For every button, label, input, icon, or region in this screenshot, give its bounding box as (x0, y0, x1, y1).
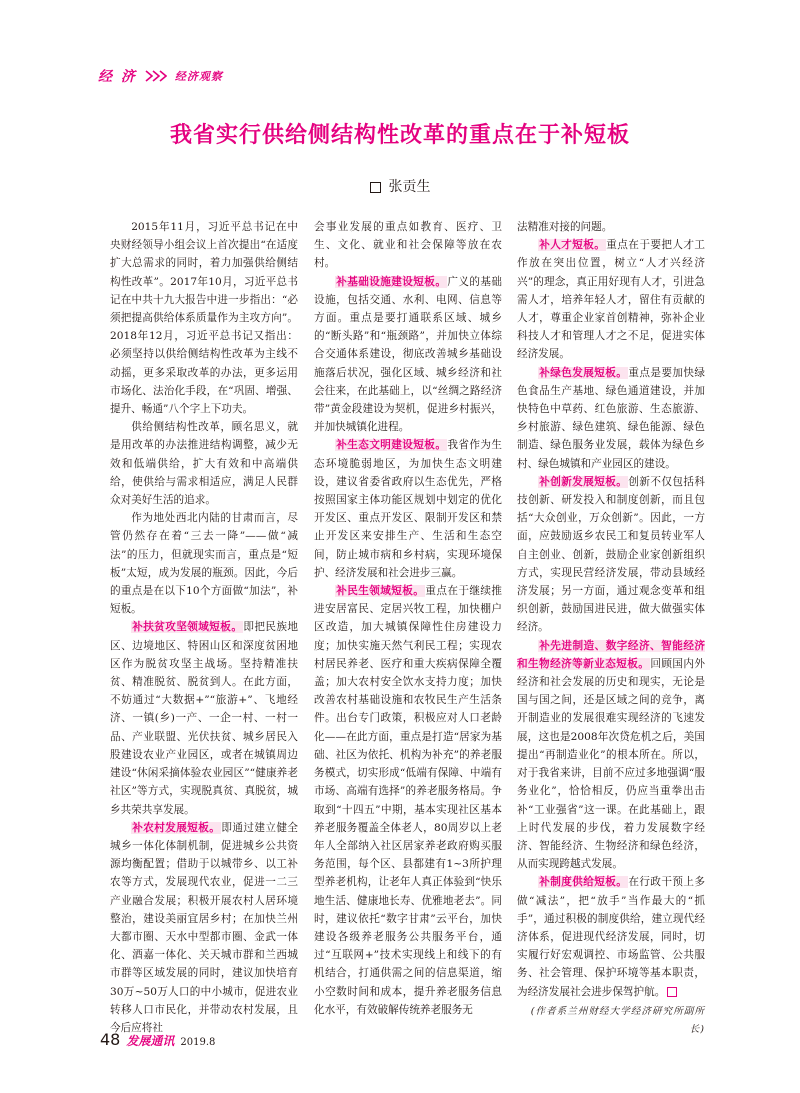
text-column-2 (314, 218, 502, 1019)
page-header (98, 66, 223, 86)
section-keyword: 补扶贫攻坚领域短板。 (132, 621, 243, 634)
paragraph (517, 236, 705, 363)
section-keyword: 补先进制造、数字经济、智能经济和生物经济等新业态短板。 (517, 639, 705, 670)
author-box-icon (370, 182, 381, 193)
section-keyword: 补民生领域短板。 (336, 585, 425, 598)
author-note (517, 1003, 705, 1039)
paragraph (517, 637, 705, 874)
section-keyword: 补制度供给短板。 (539, 876, 628, 889)
paragraph-text: 供给侧结构性改革，顾名思义，就是用改革的办法推进结构调整，减少无效和低端供给，扩大有效和中高端供给，使供给与需求相适应，满足人民群众对美好生活的追求。 (110, 421, 298, 507)
magazine-logo: 发展通讯 (126, 1034, 175, 1048)
paragraph (517, 873, 705, 1000)
paragraph-text: 重点是要加快绿色食品生产基地、绿色通道建设，并加快特色中草药、红色旅游、生态旅游、乡村旅游、绿色建筑、绿色能源、绿色制造、绿色服务业发展，载体为绿色乡村、绿色城镇和产业园区的建设。 (517, 366, 705, 470)
paragraph-text: 法精准对接的问题。 (517, 221, 613, 233)
author-name: 张贡生 (388, 179, 431, 195)
double-chevron-icon (145, 70, 167, 82)
section-keyword: 补生态文明建设短板。 (336, 439, 447, 452)
paragraph (110, 509, 298, 618)
section-keyword: 补创新发展短板。 (539, 475, 628, 488)
end-mark-icon (667, 987, 677, 997)
text-column-1 (110, 218, 298, 1037)
paragraph (517, 218, 705, 236)
paragraph (110, 418, 298, 509)
paragraph-text: 在行政干预上多做“减法”，把“放手”当作最大的“抓手”，通过积极的制度供给，建立现代经济体系，促进现代经济发展，同时，切实履行好宏观调控、市场监管、公共服务、社会管理、保护环境等基本职责，为经济发展社会进步保驾护航。 (517, 876, 705, 998)
paragraph (110, 819, 298, 1037)
paragraph-text: 会事业发展的重点如教育、医疗、卫生、文化、就业和社会保障等放在农村。 (314, 221, 502, 270)
paragraph (314, 582, 502, 1019)
subsection-label: 经济观察 (174, 70, 223, 83)
page-footer (100, 1030, 215, 1049)
paragraph (314, 218, 502, 273)
section-keyword: 补绿色发展短板。 (539, 366, 628, 379)
article-title: 我省实行供给侧结构性改革的重点在于补短板 (169, 123, 630, 148)
author-line (0, 176, 800, 196)
paragraph-text: 广义的基础设施，包括交通、水利、电网、信息等方面。重点是要打通联系区域、城乡的“断头路”和“瓶颈路”，并加快立体综合交通体系建设，彻底改善城乡基础设施落后状况，强化区域、城乡经济和社会往来，在此基础上，以“丝绸之路经济带”黄金段建设为契机，促进乡村振兴，并加快城镇化进程。 (314, 275, 502, 434)
paragraph (110, 618, 298, 818)
paragraph-text: 即把民族地区、边境地区、特困山区和深度贫困地区作为脱贫攻坚主战场。坚持精准扶贫、精准脱贫、脱贫到人。在此方面，不妨通过“大数据+”“旅游+”、飞地经济、一镇(乡)一产、一企一村、一村一品、产业联盟、光伏扶贫、城乡居民入股建设农业产业园区，或者在城镇周边建设“休闲采摘体验农业园区”“健康养老社区”等方式，实现脱真贫、真脱贫，城乡共荣共享发展。 (110, 621, 298, 816)
paragraph-text: 作为地处西北内陆的甘肃而言，尽管仍然存在着“三去一降”——做“减法”的压力，但就现实而言，重点是“短板”太短，成为发展的瓶颈。因此，今后的重点是在以下10个方面做“加法”，补短板。 (110, 512, 298, 616)
section-label: 经 济 (98, 69, 137, 85)
paragraph (517, 364, 705, 473)
page-number: 48 (100, 1030, 121, 1049)
paragraph-text: (作者系兰州财经大学经济研究所副所长) (530, 1005, 705, 1035)
paragraph-text: 重点在于继续推进安居富民、定居兴牧工程，加快棚户区改造，加大城镇保障性住房建设力度；加快实施天然气利民工程；实现农村居民养老、医疗和重大疾病保障全覆盖；加大农村安全饮水支持力度；加快改善农村基础设施和农牧民生产生活条件。出台专门政策，积极应对人口老龄化——在此方面，重点是打造“居家为基础、社区为依托、机构为补充”的养老服务模式，切实形成“低端有保障、中端有市场、高端有选择”的养老服务格局。争取到“十四五”中期，基本实现社区基本养老服务覆盖全体老人，80周岁以上老年人全部纳入社区居家养老政府购买服务范围，每个区、县都建有1~3所护理型养老机构，让老年人真正体验到“快乐地生活、健康地长寿、优雅地老去”。同时，建议依托“数字甘肃”云平台，加快建设各级养老服务公共服务平台，通过“互联网+”技术实现线上和线下的有机结合，打通供需之间的信息渠道，缩小空数时间和成本，提升养老服务信息化水平，有效破解传统养老服务无 (314, 585, 502, 1016)
paragraph-text: 2015年11月，习近平总书记在中央财经领导小组会议上首次提出“在适度扩大总需求的同时，着力加强供给侧结构性改革”。2017年10月，习近平总书记在中共十九大报告中进一步指出：“必须把提高供给体系质量作为主攻方向”。2018年12月，习近平总书记又指出：必须坚持以供给侧结构性改革为主线不动摇，更多采取改革的办法，更多运用市场化、法治化手段，在“巩固、增强、提升、畅通”八个字上下功夫。 (110, 221, 298, 416)
text-column-3 (517, 218, 705, 1039)
paragraph-text: 回顾国内外经济和社会发展的历史和现实，无论是国与国之间，还是区域之间的竞争，离开制造业的发展很难实现经济的飞速发展，这也是2008年次贷危机之后，美国提出“再制造业化”的根本所在。所以，对于我省来讲，目前不应过多地强调“服务业化”，恰恰相反，仍应当重拳出击补“工业强省”这一课。在此基础上，跟上时代发展的步伐，着力发展数字经济、智能经济、生物经济和绿色经济，从而实现跨越式发展。 (517, 657, 706, 871)
section-keyword: 补农村发展短板。 (132, 821, 221, 834)
paragraph-text: 创新不仅包括科技创新、研发投入和制度创新，而且包括“大众创业，万众创新”。因此，一方面，应鼓励返乡农民工和复员转业军人自主创业、创新，鼓励企业家创新组织方式，实现民营经济发展，带动县域经济发展；另一方面，通过观念变革和组织创新，鼓励国进民进，做大做强实体经济。 (517, 475, 705, 634)
paragraph (314, 436, 502, 582)
paragraph (110, 218, 298, 418)
paragraph-text: 即通过建立健全城乡一体化体制机制，促进城乡公共资源均衡配置；借助于以城带乡、以工补农等方式，发展现代农业，促进一二三产业融合发展；积极开展农村人居环境整治，建设美丽宜居乡村；在加快兰州大都市圈、天水中型都市圈、金武一体化、酒嘉一体化、关天城市群和兰西城市群等区域发展的同时，建议加快培育30万~50万人口的中小城市，促进农业转移人口市民化，并带动农村发展，且今后应将社 (110, 821, 298, 1034)
issue-label: 2019.8 (180, 1037, 216, 1048)
section-keyword: 补人才短板。 (539, 239, 606, 252)
section-keyword: 补基础设施建设短板。 (336, 275, 447, 288)
paragraph-text: 重点在于要把人才工作放在突出位置，树立“人才兴经济兴”的理念，真正用好现有人才，引进急需人才，培养年轻人才，留住有贡献的人才，尊重企业家首创精神，弥补企业科技人才和管理人才之不足，促进实体经济发展。 (517, 239, 705, 361)
paragraph (314, 273, 502, 437)
paragraph (517, 473, 705, 637)
paragraph-text: 我省作为生态环境脆弱地区，为加快生态文明建设，建议省委省政府以生态优先，严格按照国家主体功能区规划中划定的优化开发区、重点开发区、限制开发区和禁止开发区来安排生产、生活和生态空间，防止城市病和乡村病，实现环境保护、经济发展和社会进步三赢。 (314, 439, 502, 579)
